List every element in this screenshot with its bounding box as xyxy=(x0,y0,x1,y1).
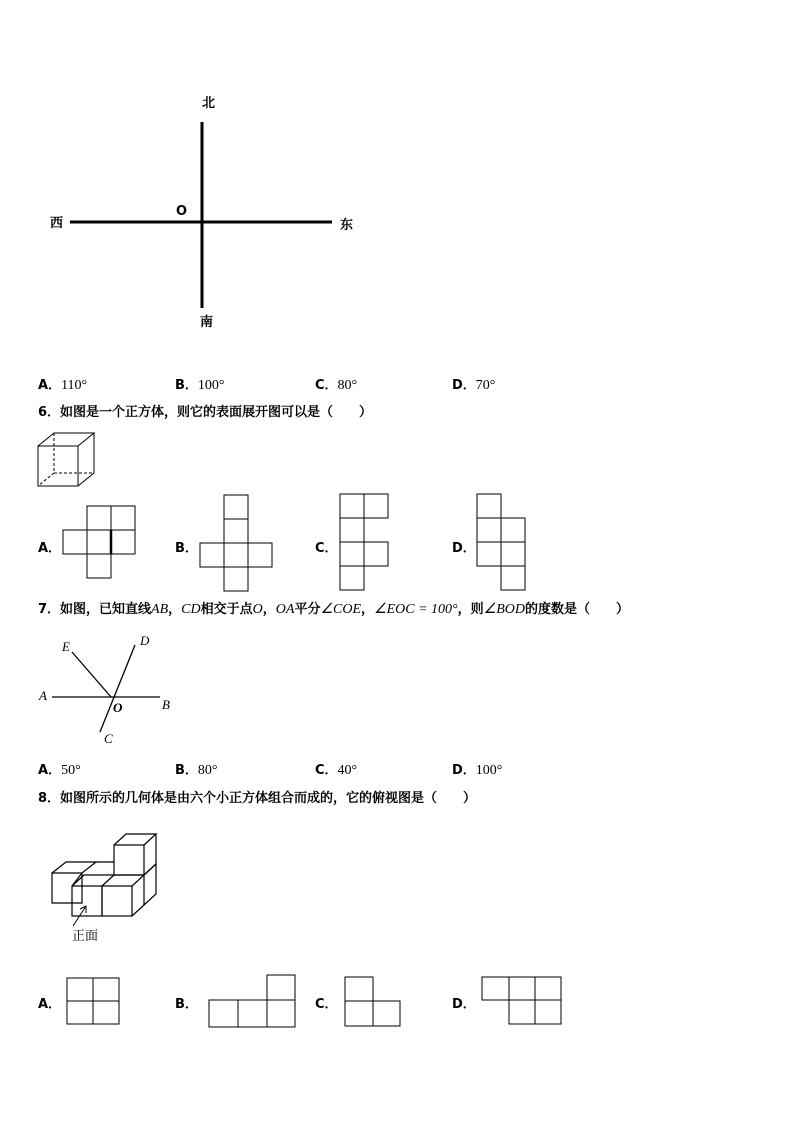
option-value: 70° xyxy=(475,378,496,393)
compass-east-label: 东 xyxy=(340,218,354,233)
q7-text-mid-2: 平分 xyxy=(294,602,321,617)
q7-label-d: D xyxy=(140,633,150,648)
q7-angle-coe: ∠COE xyxy=(320,602,362,617)
q7-angle-eoc: ∠EOC = 100° xyxy=(374,602,458,617)
compass-south-label: 南 xyxy=(200,315,214,330)
compass-origin-label: O xyxy=(176,204,188,219)
q8-option-a-label[interactable]: A． xyxy=(38,997,62,1012)
option-label: D． xyxy=(452,378,476,393)
q7-label-e: E xyxy=(62,639,70,654)
q7-comma-2: ， xyxy=(262,602,276,617)
q6-option-a-label[interactable]: A． xyxy=(38,541,62,556)
q7-text-mid-3: ，则 xyxy=(457,602,484,617)
q7-text-mid-1: 相交于点 xyxy=(200,602,253,617)
q7-comma-3: ， xyxy=(361,602,375,617)
option-label: A． xyxy=(38,763,62,778)
q7-label-c: C xyxy=(104,731,113,746)
compass-west-label: 西 xyxy=(50,216,64,231)
option-label: B． xyxy=(175,378,198,393)
option-value: 110° xyxy=(61,378,88,393)
q7-text-suffix: 的度数是（ ） xyxy=(525,602,630,617)
q7-label-a: A xyxy=(39,688,47,703)
q7-text-prefix: 7．如图，已知直线 xyxy=(38,602,152,617)
option-value: 100° xyxy=(197,378,225,393)
option-label: C． xyxy=(315,763,338,778)
option-value: 50° xyxy=(61,763,81,778)
q6-option-d-label[interactable]: D． xyxy=(452,541,476,556)
option-label: D． xyxy=(452,763,476,778)
q7-angle-bod: ∠BOD xyxy=(483,602,525,617)
option-label: C． xyxy=(315,378,338,393)
q8-option-b-label[interactable]: B． xyxy=(175,997,198,1012)
option-value: 80° xyxy=(197,763,218,778)
option-value: 100° xyxy=(475,763,503,778)
q7-point-o: O xyxy=(252,602,263,617)
q7-line-ab: AB xyxy=(151,602,169,617)
q8-option-d-label[interactable]: D． xyxy=(452,997,476,1012)
q7-label-b: B xyxy=(162,697,170,712)
q8-front-label: 正面 xyxy=(72,929,99,944)
option-value: 80° xyxy=(337,378,358,393)
q7-comma-1: ， xyxy=(168,602,182,617)
q8-question-text: 8．如图所示的几何体是由六个小正方体组合而成的，它的俯视图是（ ） xyxy=(38,791,477,806)
q8-option-c-label[interactable]: C． xyxy=(315,997,338,1012)
option-label: B． xyxy=(175,763,198,778)
option-label: A． xyxy=(38,378,62,393)
q7-label-o: O xyxy=(113,700,123,715)
option-value: 40° xyxy=(337,763,358,778)
compass-north-label: 北 xyxy=(202,96,216,111)
q7-ray-oa: OA xyxy=(275,602,295,617)
q7-line-cd: CD xyxy=(181,602,201,617)
q6-option-b-label[interactable]: B． xyxy=(175,541,198,556)
q6-question-text: 6．如图是一个正方体，则它的表面展开图可以是（ ） xyxy=(38,405,373,420)
q6-option-c-label[interactable]: C． xyxy=(315,541,338,556)
